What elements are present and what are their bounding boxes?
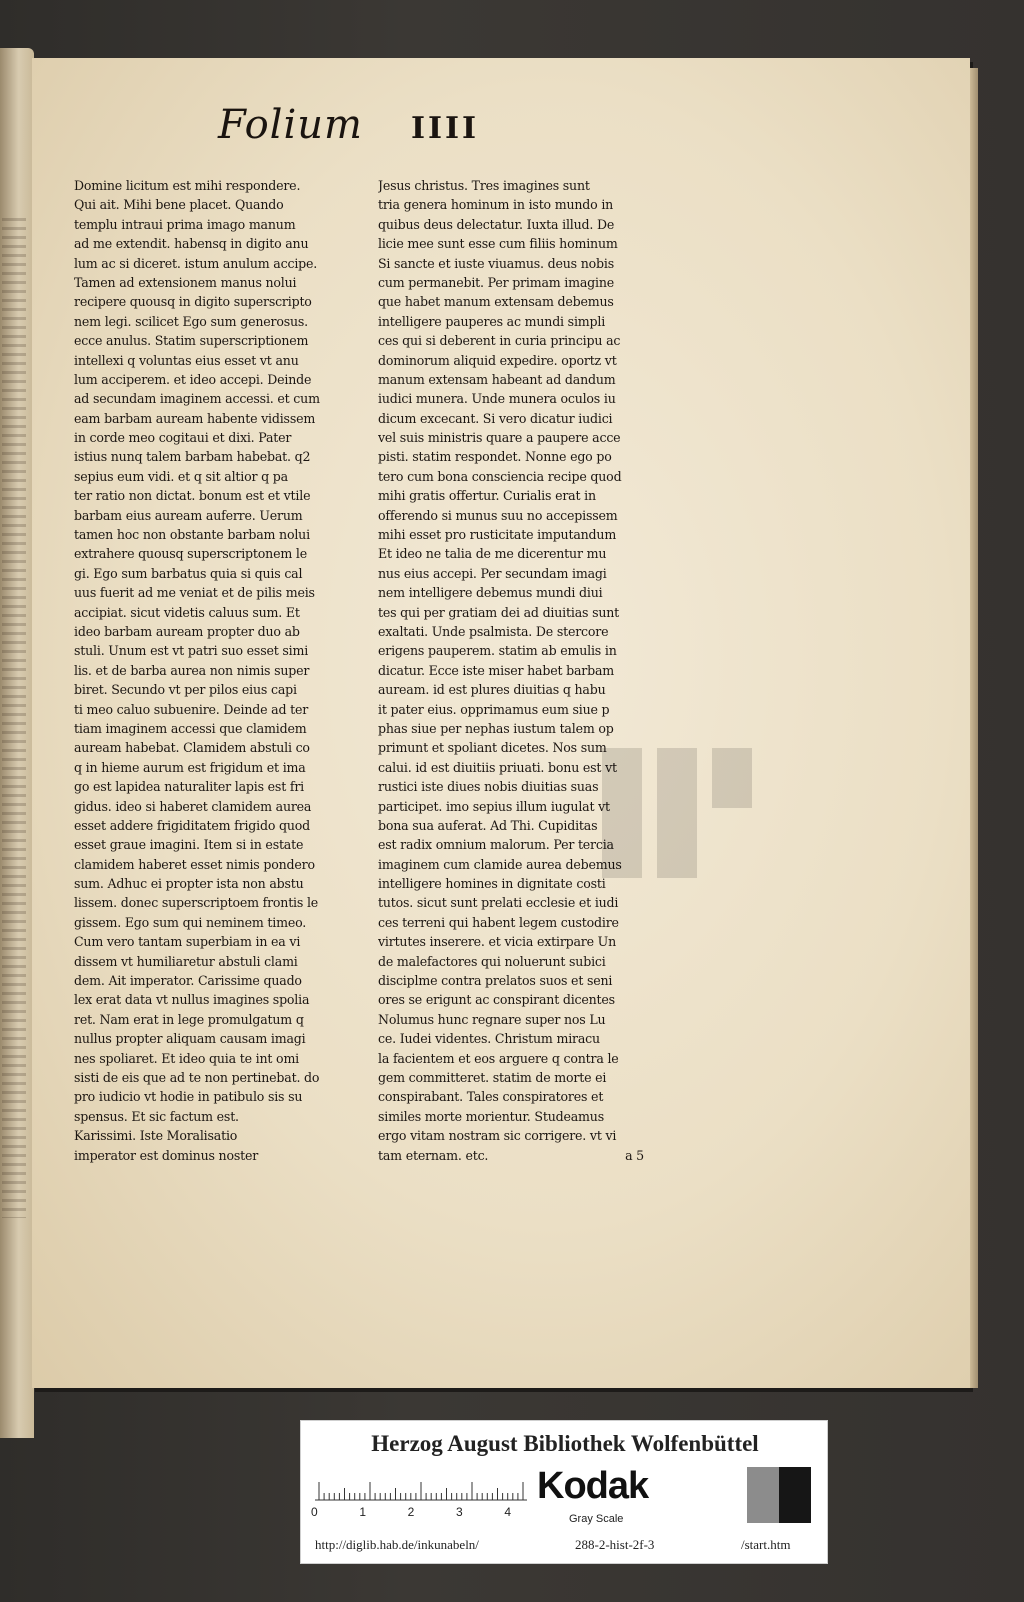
facing-page-edge bbox=[0, 48, 34, 1438]
facing-page-text-bleed bbox=[2, 218, 26, 1218]
text-line: auream habebat. Clamidem abstuli co bbox=[74, 740, 310, 756]
text-line: ideo barbam auream propter duo ab bbox=[74, 623, 300, 639]
text-line: gissem. Ego sum qui neminem timeo. bbox=[74, 914, 307, 930]
kodak-logo: Kodak bbox=[537, 1465, 649, 1507]
text-line: nem intelligere debemus mundi diui bbox=[378, 585, 603, 601]
text-line: similes morte morientur. Studeamus bbox=[378, 1108, 604, 1124]
text-column-right bbox=[378, 176, 662, 1165]
text-line: sisti de eis que ad te non pertinebat. do bbox=[74, 1069, 320, 1085]
ruler-label: 2 bbox=[407, 1505, 415, 1519]
text-line: extrahere quousq superscriptonem le bbox=[74, 546, 307, 562]
text-line: Jesus christus. Tres imagines sunt bbox=[378, 178, 590, 193]
text-line: tria genera hominum in isto mundo in bbox=[378, 197, 614, 213]
text-line: erigens pauperem. statim ab emulis in bbox=[378, 643, 617, 659]
url-suffix: /start.htm bbox=[741, 1537, 791, 1552]
text-line: uus fuerit ad me veniat et de pilis meis bbox=[74, 585, 315, 601]
final-line-text: tam eternam. etc. bbox=[378, 1147, 489, 1163]
text-column-left bbox=[74, 176, 358, 1165]
text-line: que habet manum extensam debemus bbox=[378, 294, 614, 310]
text-line: esset addere frigiditatem frigido quod bbox=[74, 817, 311, 833]
text-line: cum permanebit. Per primam imagine bbox=[378, 274, 615, 290]
leaf-edge bbox=[970, 68, 978, 1388]
text-line: barbam eius auream auferre. Uerum bbox=[74, 507, 303, 523]
text-line: dissem vt humiliaretur abstuli clami bbox=[74, 953, 298, 969]
text-line: mihi gratis offertur. Curialis erat in bbox=[378, 488, 596, 504]
ruler-label: 4 bbox=[504, 1505, 511, 1519]
text-line: dominorum aliquid expedire. oportz vt bbox=[378, 352, 617, 368]
text-line: offerendo si munus suu no accepissem bbox=[378, 507, 618, 523]
shelfmark: 288-2-hist-2f-3 bbox=[575, 1537, 655, 1552]
text-line: intelligere pauperes ac mundi simpli bbox=[378, 313, 606, 329]
text-line: ad secundam imaginem accessi. et cum bbox=[74, 391, 320, 407]
text-line: pro iudicio vt hodie in patibulo sis su bbox=[74, 1089, 303, 1105]
text-line: gidus. ideo si haberet clamidem aurea bbox=[74, 798, 312, 814]
text-line: Si sancte et iuste viuamus. deus nobis bbox=[378, 255, 614, 271]
text-line: tamen hoc non obstante barbam nolui bbox=[74, 527, 310, 543]
final-line bbox=[378, 1146, 662, 1165]
text-line: stuli. Unum est vt patri suo esset simi bbox=[74, 643, 309, 659]
text-line: Karissimi. Iste Moralisatio bbox=[74, 1128, 238, 1144]
text-line: go est lapidea naturaliter lapis est fri bbox=[74, 779, 304, 795]
text-line: clamidem haberet esset nimis pondero bbox=[74, 856, 315, 872]
text-line: ces qui si deberent in curia principu ac bbox=[378, 333, 621, 349]
text-line: ce. Iudei videntes. Christum miracu bbox=[378, 1031, 600, 1047]
text-line: nem legi. scilicet Ego sum generosus. bbox=[74, 313, 308, 329]
text-line: imperator est dominus noster bbox=[74, 1147, 259, 1163]
text-line: ces terreni qui habent legem custodire bbox=[378, 914, 619, 930]
source-url: http://diglib.hab.de/inkunabeln/ bbox=[315, 1537, 479, 1552]
text-line: dicatur. Ecce iste miser habet barbam bbox=[378, 662, 615, 678]
gray-swatch-mid bbox=[747, 1467, 779, 1523]
text-line: lum ac si diceret. istum anulum accipe. bbox=[74, 255, 318, 271]
text-line: ret. Nam erat in lege promulgatum q bbox=[74, 1011, 304, 1027]
text-line: de malefactores qui noluerunt subici bbox=[378, 953, 606, 969]
text-line: nus eius accepi. Per secundam imagi bbox=[378, 565, 607, 581]
text-line: intelligere homines in dignitate costi bbox=[378, 876, 606, 892]
text-line: nullus propter aliquam causam imagi bbox=[74, 1031, 306, 1047]
text-line: it pater eius. opprimamus eum siue p bbox=[378, 701, 610, 717]
text-line: ti meo caluo subuenire. Deinde ad ter bbox=[74, 701, 309, 717]
text-line: tiam imaginem accessi que clamidem bbox=[74, 720, 307, 736]
signature-mark: a 5 bbox=[625, 1147, 644, 1163]
text-line: lissem. donec superscriptoem frontis le bbox=[74, 895, 319, 911]
text-line: pisti. statim respondet. Nonne ego po bbox=[378, 449, 612, 465]
text-line: disciplme contra prelatos suos et seni bbox=[378, 973, 613, 989]
text-line: istius nunq talem barbam habebat. q2 bbox=[74, 449, 311, 465]
measurement-ruler bbox=[315, 1473, 527, 1501]
gray-scale-swatches bbox=[715, 1467, 811, 1523]
text-line: lum acciperem. et ideo accepi. Deinde bbox=[74, 371, 312, 387]
text-line: ter ratio non dictat. bonum est et vtile bbox=[74, 488, 311, 504]
text-line: q in hieme aurum est frigidum et ima bbox=[74, 759, 306, 775]
color-target-card bbox=[300, 1420, 828, 1564]
text-line: imaginem cum clamide aurea debemus bbox=[378, 856, 622, 872]
text-line: phas siue per nephas iustum talem op bbox=[378, 720, 614, 736]
text-line: gi. Ego sum barbatus quia si quis cal bbox=[74, 565, 303, 581]
text-line: rustici iste diues nobis diuitias suas bbox=[378, 779, 599, 795]
text-line: manum extensam habeant ad dandum bbox=[378, 371, 616, 387]
text-line: dem. Ait imperator. Carissime quado bbox=[74, 973, 302, 989]
text-line: intellexi q voluntas eius esset vt anu bbox=[74, 352, 299, 368]
text-line: nes spoliaret. Et ideo quia te int omi bbox=[74, 1050, 300, 1066]
folio-header bbox=[218, 102, 478, 152]
book-leaf bbox=[32, 58, 970, 1388]
library-name: Herzog August Bibliothek Wolfenbüttel bbox=[371, 1431, 759, 1456]
text-line: tes qui per gratiam dei ad diuitias sunt bbox=[378, 604, 620, 620]
text-line: Tamen ad extensionem manus nolui bbox=[74, 274, 297, 290]
text-line: recipere quousq in digito superscripto bbox=[74, 294, 312, 310]
text-line: auream. id est plures diuitias q habu bbox=[378, 682, 606, 698]
text-line: eam barbam auream habente vidissem bbox=[74, 410, 316, 426]
text-line: ergo vitam nostram sic corrigere. vt vi bbox=[378, 1128, 617, 1144]
scan-watermark bbox=[592, 738, 762, 888]
text-line: Nolumus hunc regnare super nos Lu bbox=[378, 1011, 606, 1027]
gray-swatch-dark bbox=[779, 1467, 811, 1523]
text-line: accipiat. sicut videtis caluus sum. Et bbox=[74, 604, 300, 620]
text-line: biret. Secundo vt per pilos eius capi bbox=[74, 682, 297, 698]
text-line: calui. id est diuitiis priuati. bonu est vt bbox=[378, 759, 617, 775]
text-line: spensus. Et sic factum est. bbox=[74, 1108, 239, 1124]
text-line: ad me extendit. habensq in digito anu bbox=[74, 236, 309, 252]
text-line: quibus deus delectatur. Iuxta illud. De bbox=[378, 216, 615, 232]
ruler-label: 3 bbox=[455, 1505, 463, 1519]
text-line: ores se erigunt ac conspirant dicentes bbox=[378, 992, 615, 1008]
text-line: primunt et spoliant dicetes. Nos sum bbox=[378, 740, 607, 756]
text-line: lex erat data vt nullus imagines spolia bbox=[74, 992, 310, 1008]
ruler-labels bbox=[311, 1505, 511, 1519]
ruler-label: 0 bbox=[311, 1505, 318, 1519]
text-line: iudici munera. Unde munera oculos iu bbox=[378, 391, 616, 407]
text-line: in corde meo cogitaui et dixi. Pater bbox=[74, 430, 292, 446]
text-line: licie mee sunt esse cum filiis hominum bbox=[378, 236, 618, 252]
folio-word: Folium bbox=[218, 102, 363, 148]
text-line: templu intraui prima imago manum bbox=[74, 216, 296, 232]
text-line: esset graue imagini. Item si in estate bbox=[74, 837, 304, 853]
text-line: sum. Adhuc ei propter ista non abstu bbox=[74, 876, 304, 892]
folio-number: IIII bbox=[410, 111, 480, 146]
text-line: bona sua auferat. Ad Thi. Cupiditas bbox=[378, 817, 598, 833]
text-line: est radix omnium malorum. Per tercia bbox=[378, 837, 614, 853]
text-line: participet. imo sepius illum iugulat vt bbox=[378, 798, 610, 814]
text-line: gem committeret. statim de morte ei bbox=[378, 1069, 607, 1085]
text-line: exaltati. Unde psalmista. De stercore bbox=[378, 623, 609, 639]
text-line: sepius eum vidi. et q sit altior q pa bbox=[74, 468, 288, 484]
gray-scale-label: Gray Scale bbox=[569, 1513, 624, 1525]
text-line: vel suis ministris quare a paupere acce bbox=[378, 430, 621, 446]
text-line: Domine licitum est mihi respondere. bbox=[74, 178, 301, 193]
text-line: la facientem et eos arguere q contra le bbox=[378, 1050, 619, 1066]
text-line: lis. et de barba aurea non nimis super bbox=[74, 662, 310, 678]
text-line: Qui ait. Mihi bene placet. Quando bbox=[74, 197, 284, 213]
text-line: ecce anulus. Statim superscriptionem bbox=[74, 333, 309, 349]
text-line: Et ideo ne talia de me dicerentur mu bbox=[378, 546, 607, 562]
text-line: tutos. sicut sunt prelati ecclesie et iudi bbox=[378, 895, 619, 911]
text-line: mihi esset pro rusticitate imputandum bbox=[378, 527, 617, 543]
text-line: tero cum bona consciencia recipe quod bbox=[378, 468, 622, 484]
text-line: virtutes inserere. et vicia extirpare Un bbox=[378, 934, 617, 950]
text-line: conspirabant. Tales conspiratores et bbox=[378, 1089, 604, 1105]
ruler-label: 1 bbox=[359, 1505, 367, 1519]
text-line: dicum excecant. Si vero dicatur iudici bbox=[378, 410, 613, 426]
gray-swatch-light bbox=[715, 1467, 747, 1523]
text-line: Cum vero tantam superbiam in ea vi bbox=[74, 934, 301, 950]
